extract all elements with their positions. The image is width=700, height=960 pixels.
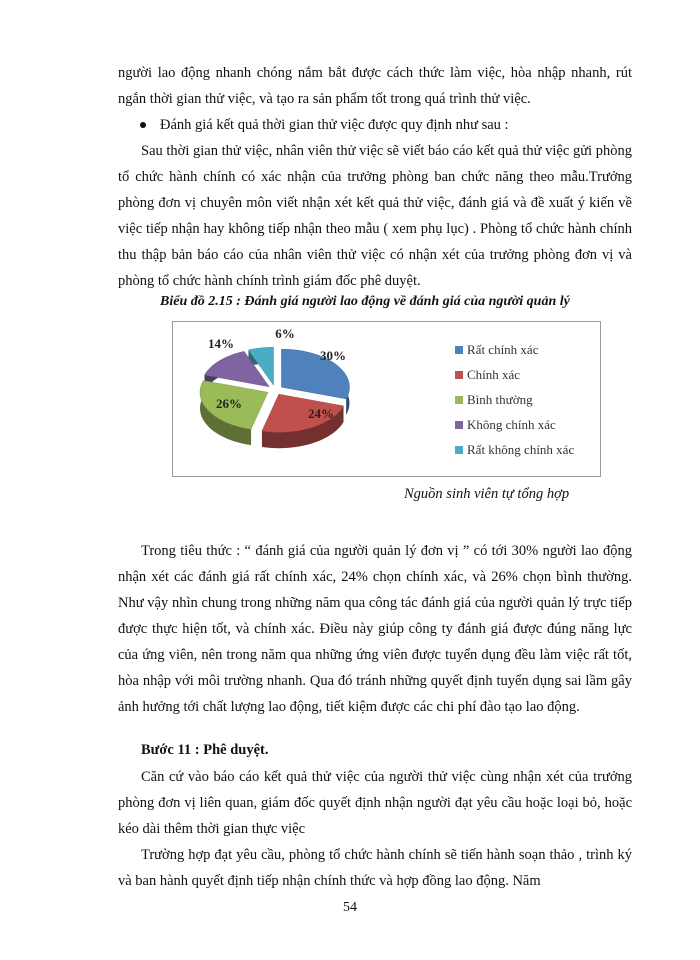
legend-label: Chính xác (467, 367, 521, 382)
figure-source: Nguồn sinh viên tự tổng hợp (404, 486, 570, 502)
section-heading: Bước 11 : Phê duyệt. (141, 742, 269, 758)
pie-data-label: 6% (275, 326, 295, 341)
bullet-dot-icon (140, 122, 146, 128)
legend-swatch (455, 421, 463, 429)
paragraph-3: Trong tiêu thức : “ đánh giá của người quản lý đơn vị ” có tới 30% người lao động nhận xét các đánh giá rất chính xác, 24% chọn chính xác, và 26% chọn bình thường. Như vậy nhìn chung trong những năm qua công tác đánh giá của người quản lý trực tiếp được thực hiện tốt, và chính xác. Điều này giúp công ty đánh giá được đúng năng lực của ứng viên, nên trong năm qua những ứng viên được tuyển dụng đều làm việc rất tốt, hòa nhập với môi trường nhanh. Qua đó tránh những quyết định tuyển dụng sai lầm gây ảnh hưởng tới chất lượng lao động, tiết kiệm được các chi phí đào tạo lao động. (118, 543, 632, 715)
figure-caption: Biểu đồ 2.15 : Đánh giá người lao động về đánh giá của người quản lý (160, 294, 570, 309)
legend-label: Không chính xác (467, 417, 556, 432)
bullet-text: Đánh giá kết quả thời gian thử việc được quy định như sau : (160, 117, 509, 133)
paragraph-2: Sau thời gian thử việc, nhân viên thử việc sẽ viết báo cáo kết quả thử việc gửi phòng tổ chức hành chính có xác nhận của trưởng phòng ban chức năng theo mẫu.Trưởng phòng đơn vị chuyên môn viết nhận xét kết quả thử việc, đánh giá và đề xuất ý kiến về việc tiếp nhận hay không tiếp nhận theo mẫu ( xem phụ lục) . Phòng tổ chức hành chính thu thập bản báo cáo của nhân viên thử việc có nhận xét của trưởng phòng đơn vị và phòng tổ chức hành chính trình giám đốc phê duyệt. (118, 143, 632, 289)
legend-label: Bình thường (467, 392, 533, 407)
legend-label: Rất không chính xác (467, 442, 575, 457)
legend-swatch (455, 346, 463, 354)
paragraph-4: Căn cứ vào báo cáo kết quả thử việc của người thử việc cùng nhận xét của trưởng phòng đơn vị liên quan, giám đốc quyết định nhận người đạt yêu cầu hoặc loại bỏ, hoặc kéo dài thêm thời gian thực việc (118, 769, 632, 837)
pie-data-label: 26% (216, 396, 242, 411)
pie-chart-frame (172, 321, 601, 477)
legend-swatch (455, 371, 463, 379)
legend-swatch (455, 396, 463, 404)
legend-swatch (455, 446, 463, 454)
pie-chart (173, 322, 600, 476)
paragraph-1: người lao động nhanh chóng nắm bắt được cách thức làm việc, hòa nhập nhanh, rút ngắn thời gian thử việc, và tạo ra sản phẩm tốt trong quá trình thử việc. (118, 65, 632, 107)
paragraph-5: Trường hợp đạt yêu cầu, phòng tổ chức hành chính sẽ tiến hành soạn thảo , trình ký và ban hành quyết định tiếp nhận chính thức và hợp đồng lao động. Năm (118, 847, 632, 889)
pie-data-label: 14% (208, 336, 234, 351)
bullet-item (140, 115, 509, 135)
pie-data-label: 24% (308, 406, 334, 421)
pie-data-label: 30% (320, 348, 346, 363)
page-number: 54 (343, 900, 357, 915)
legend-label: Rất chính xác (467, 342, 539, 357)
